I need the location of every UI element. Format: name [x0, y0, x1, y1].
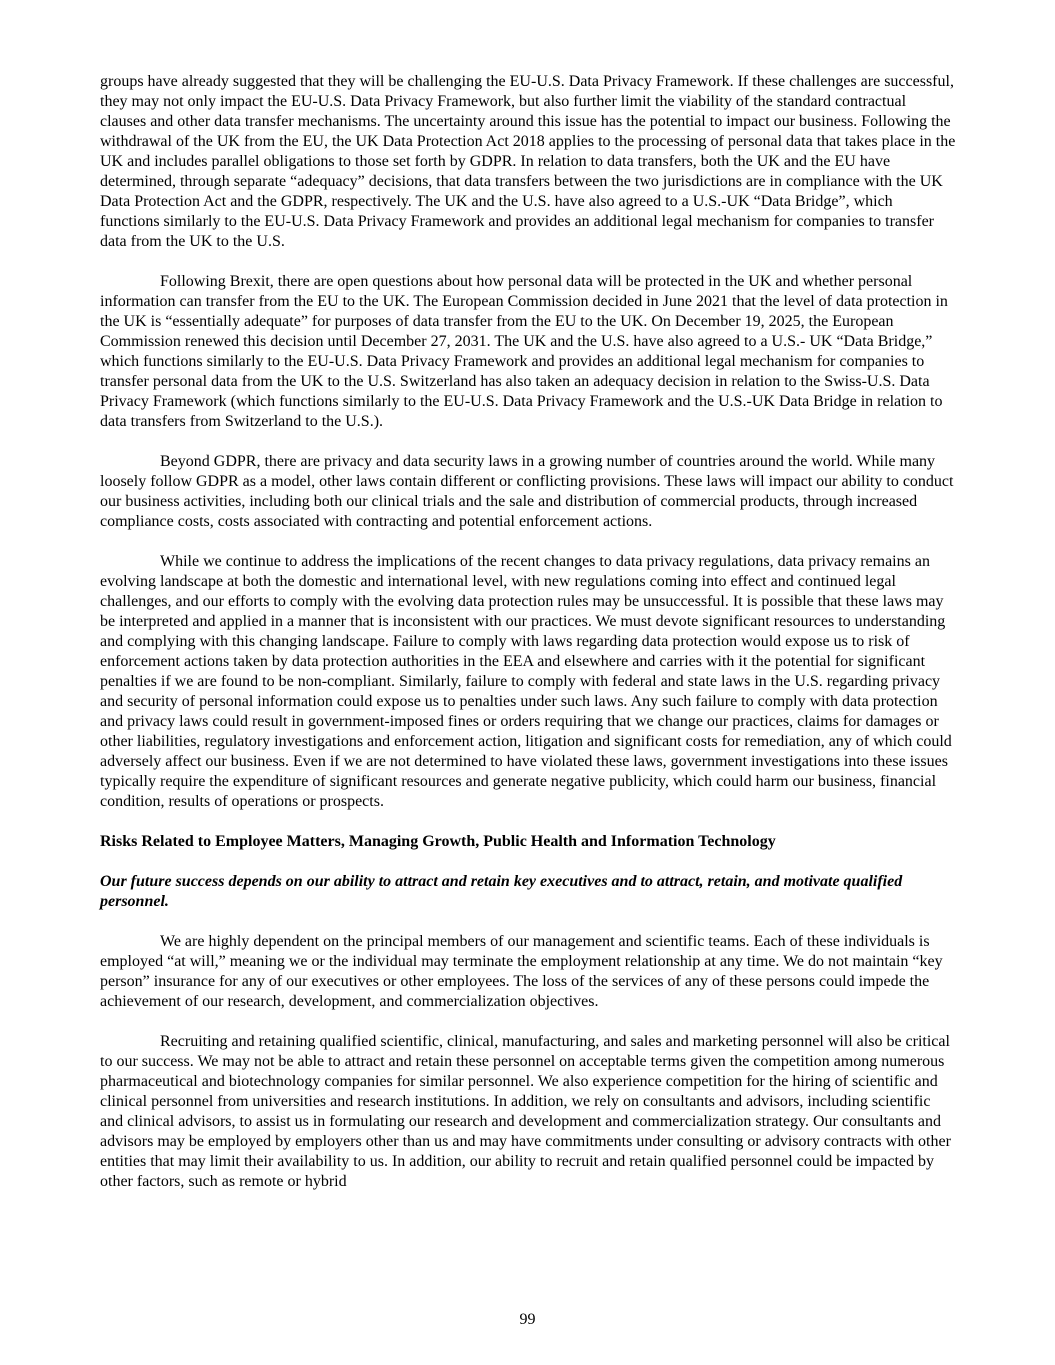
page-number: 99	[519, 1311, 536, 1328]
section-heading: Risks Related to Employee Matters, Managing Growth, Public Health and Information Technology	[100, 833, 776, 850]
paragraph: Recruiting and retaining qualified scientific, clinical, manufacturing, and sales and marketing personnel will also be critical to our success. We may not be able to attract and retain these personnel on acceptable terms given the competition among numerous pharmaceutical and biotechnology companies for similar personnel. We also experience competition for the hiring of scientific and clinical personnel from universities and research institutions. In addition, we rely on consultants and advisors, including scientific and clinical advisors, to assist us in formulating our research and development and commercialization strategy. Our consultants and advisors may be employed by employers other than us and may have commitments under consulting or advisory contracts with other entities that may limit their availability to us. In addition, our ability to recruit and retain qualified personnel could be impacted by other factors, such as remote or hybrid	[100, 1033, 951, 1190]
risk-factor-subheading: Our future success depends on our ability to attract and retain key executives and to attract, retain, and motivate qualified personnel.	[100, 873, 903, 910]
paragraph-continuation: groups have already suggested that they will be challenging the EU-U.S. Data Privacy Framework. If these challenges are successful, they may not only impact the EU-U.S. Data Privacy Framework, but also further limit the viability of the standard contractual clauses and other data transfer mechanisms. The uncertainty around this issue has the potential to impact our business. Following the withdrawal of the UK from the EU, the UK Data Protection Act 2018 applies to the processing of personal data that takes place in the UK and includes parallel obligations to those set forth by GDPR. In relation to data transfers, both the UK and the EU have determined, through separate “adequacy” decisions, that data transfers between the two jurisdictions are in compliance with the UK Data Protection Act and the GDPR, respectively. The UK and the U.S. have also agreed to a U.S.-UK “Data Bridge”, which functions similarly to the EU-U.S. Data Privacy Framework and provides an additional legal mechanism for companies to transfer data from the UK to the U.S.	[100, 73, 956, 250]
paragraph: Beyond GDPR, there are privacy and data security laws in a growing number of countries around the world. While many loosely follow GDPR as a model, other laws contain different or conflicting provisions. These laws will impact our ability to conduct our business activities, including both our clinical trials and the sale and distribution of commercial products, through increased compliance costs, costs associated with contracting and potential enforcement actions.	[100, 453, 954, 530]
paragraph: We are highly dependent on the principal members of our management and scientific teams. Each of these individuals is employed “at will,” meaning we or the individual may terminate the employment relationship at any time. We do not maintain “key person” insurance for any of our executives or other employees. The loss of the services of any of these persons could impede the achievement of our research, development, and commercialization objectives.	[100, 933, 943, 1010]
document-body	[100, 72, 956, 1212]
paragraph: Following Brexit, there are open questions about how personal data will be protected in the UK and whether personal information can transfer from the EU to the UK. The European Commission decided in June 2021 that the level of data protection in the UK is “essentially adequate” for purposes of data transfer from the EU to the UK. On December 19, 2025, the European Commission renewed this decision until December 27, 2031. The UK and the U.S. have also agreed to a U.S.- UK “Data Bridge,” which functions similarly to the EU-U.S. Data Privacy Framework and provides an additional legal mechanism for companies to transfer personal data from the UK to the U.S. Switzerland has also taken an adequacy decision in relation to the Swiss-U.S. Data Privacy Framework (which functions similarly to the EU-U.S. Data Privacy Framework and the U.S.-UK Data Bridge in relation to data transfers from Switzerland to the U.S.).	[100, 273, 948, 430]
paragraph: While we continue to address the implications of the recent changes to data privacy regulations, data privacy remains an evolving landscape at both the domestic and international level, with new regulations coming into effect and continued legal challenges, and our efforts to comply with the evolving data protection rules may be unsuccessful. It is possible that these laws may be interpreted and applied in a manner that is inconsistent with our practices. We must devote significant resources to understanding and complying with this changing landscape. Failure to comply with laws regarding data protection would expose us to risk of enforcement actions taken by data protection authorities in the EEA and elsewhere and carries with it the potential for significant penalties if we are found to be non-compliant. Similarly, failure to comply with federal and state laws in the U.S. regarding privacy and security of personal information could expose us to penalties under such laws. Any such failure to comply with data protection and privacy laws could result in government-imposed fines or orders requiring that we change our practices, claims for damages or other liabilities, regulatory investigations and enforcement action, litigation and significant costs for remediation, any of which could adversely affect our business. Even if we are not determined to have violated these laws, government investigations into these issues typically require the expenditure of significant resources and generate negative publicity, which could harm our business, financial condition, results of operations or prospects.	[100, 553, 952, 810]
